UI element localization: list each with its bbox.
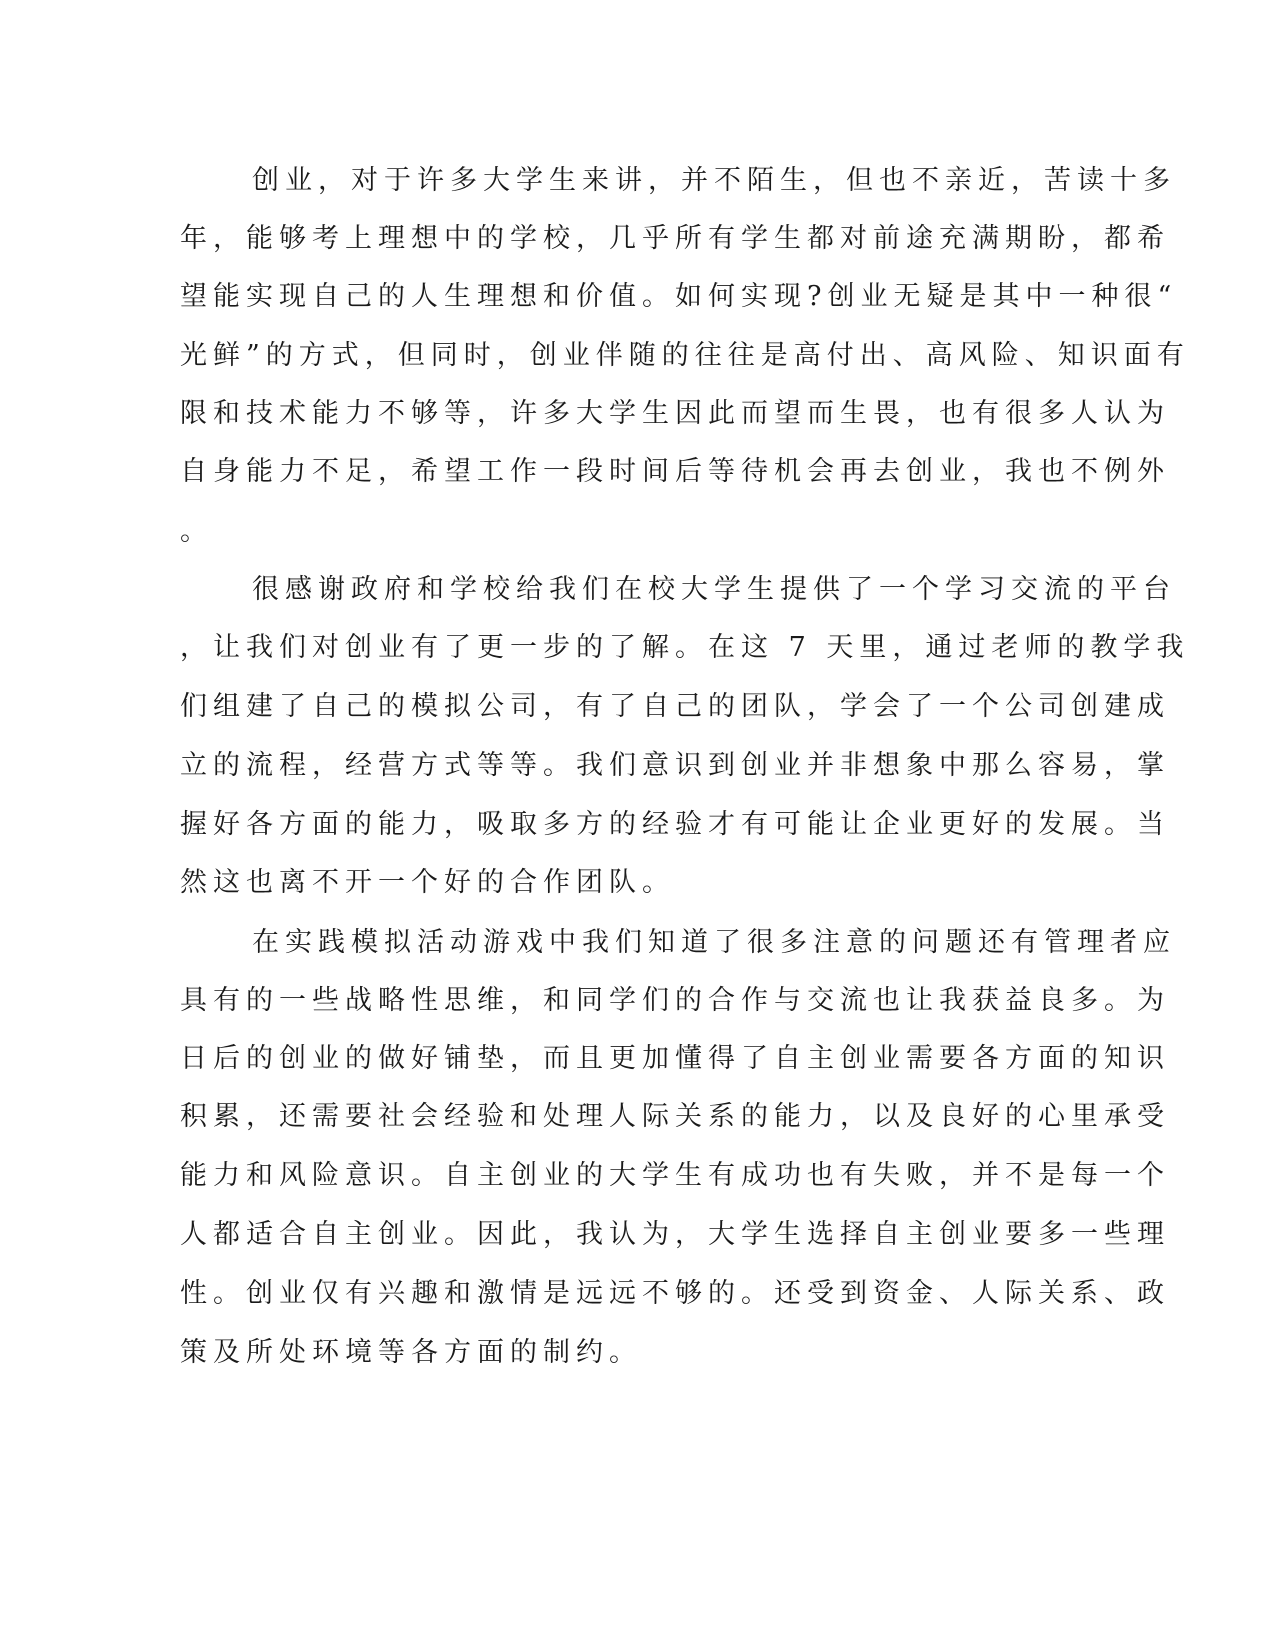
- paragraph-2-line-6: 然这也离不开一个好的合作团队。: [180, 867, 675, 898]
- paragraph-3-line-7: 性。创业仅有兴趣和激情是远远不够的。还受到资金、人际关系、政: [180, 1278, 1170, 1309]
- paragraph-1-line-7: 。: [180, 516, 213, 547]
- paragraph-1-line-5: 限和技术能力不够等，许多大学生因此而望而生畏，也有很多人认为: [180, 398, 1170, 429]
- paragraph-1-line-1: 创业，对于许多大学生来讲，并不陌生，但也不亲近，苦读十多: [252, 165, 1176, 196]
- paragraph-2-line-1: 很感谢政府和学校给我们在校大学生提供了一个学习交流的平台: [252, 574, 1176, 605]
- paragraph-3-line-2: 具有的一些战略性思维，和同学们的合作与交流也让我获益良多。为: [180, 985, 1170, 1016]
- paragraph-2-line-5: 握好各方面的能力，吸取多方的经验才有可能让企业更好的发展。当: [180, 809, 1170, 840]
- paragraph-1-line-6: 自身能力不足，希望工作一段时间后等待机会再去创业，我也不例外: [180, 456, 1170, 487]
- paragraph-3-line-6: 人都适合自主创业。因此，我认为，大学生选择自主创业要多一些理: [180, 1219, 1170, 1250]
- paragraph-2-line-2: ，让我们对创业有了更一步的了解。在这 7 天里，通过老师的教学我: [180, 632, 1190, 663]
- paragraph-2-line-3: 们组建了自己的模拟公司，有了自己的团队，学会了一个公司创建成: [180, 691, 1170, 722]
- paragraph-1-line-3: 望能实现自己的人生理想和价值。如何实现?创业无疑是其中一种很“: [180, 281, 1178, 312]
- paragraph-2-line-4: 立的流程，经营方式等等。我们意识到创业并非想象中那么容易，掌: [180, 750, 1170, 781]
- paragraph-1-line-4: 光鲜”的方式，但同时，创业伴随的往往是高付出、高风险、知识面有: [180, 340, 1190, 371]
- paragraph-3-line-5: 能力和风险意识。自主创业的大学生有成功也有失败，并不是每一个: [180, 1160, 1170, 1191]
- paragraph-3-line-4: 积累，还需要社会经验和处理人际关系的能力，以及良好的心里承受: [180, 1101, 1170, 1132]
- paragraph-3-line-8: 策及所处环境等各方面的制约。: [180, 1337, 642, 1368]
- paragraph-1-line-2: 年，能够考上理想中的学校，几乎所有学生都对前途充满期盼，都希: [180, 223, 1170, 254]
- paragraph-3-line-1: 在实践模拟活动游戏中我们知道了很多注意的问题还有管理者应: [252, 927, 1176, 958]
- paragraph-3-line-3: 日后的创业的做好铺垫，而且更加懂得了自主创业需要各方面的知识: [180, 1043, 1170, 1074]
